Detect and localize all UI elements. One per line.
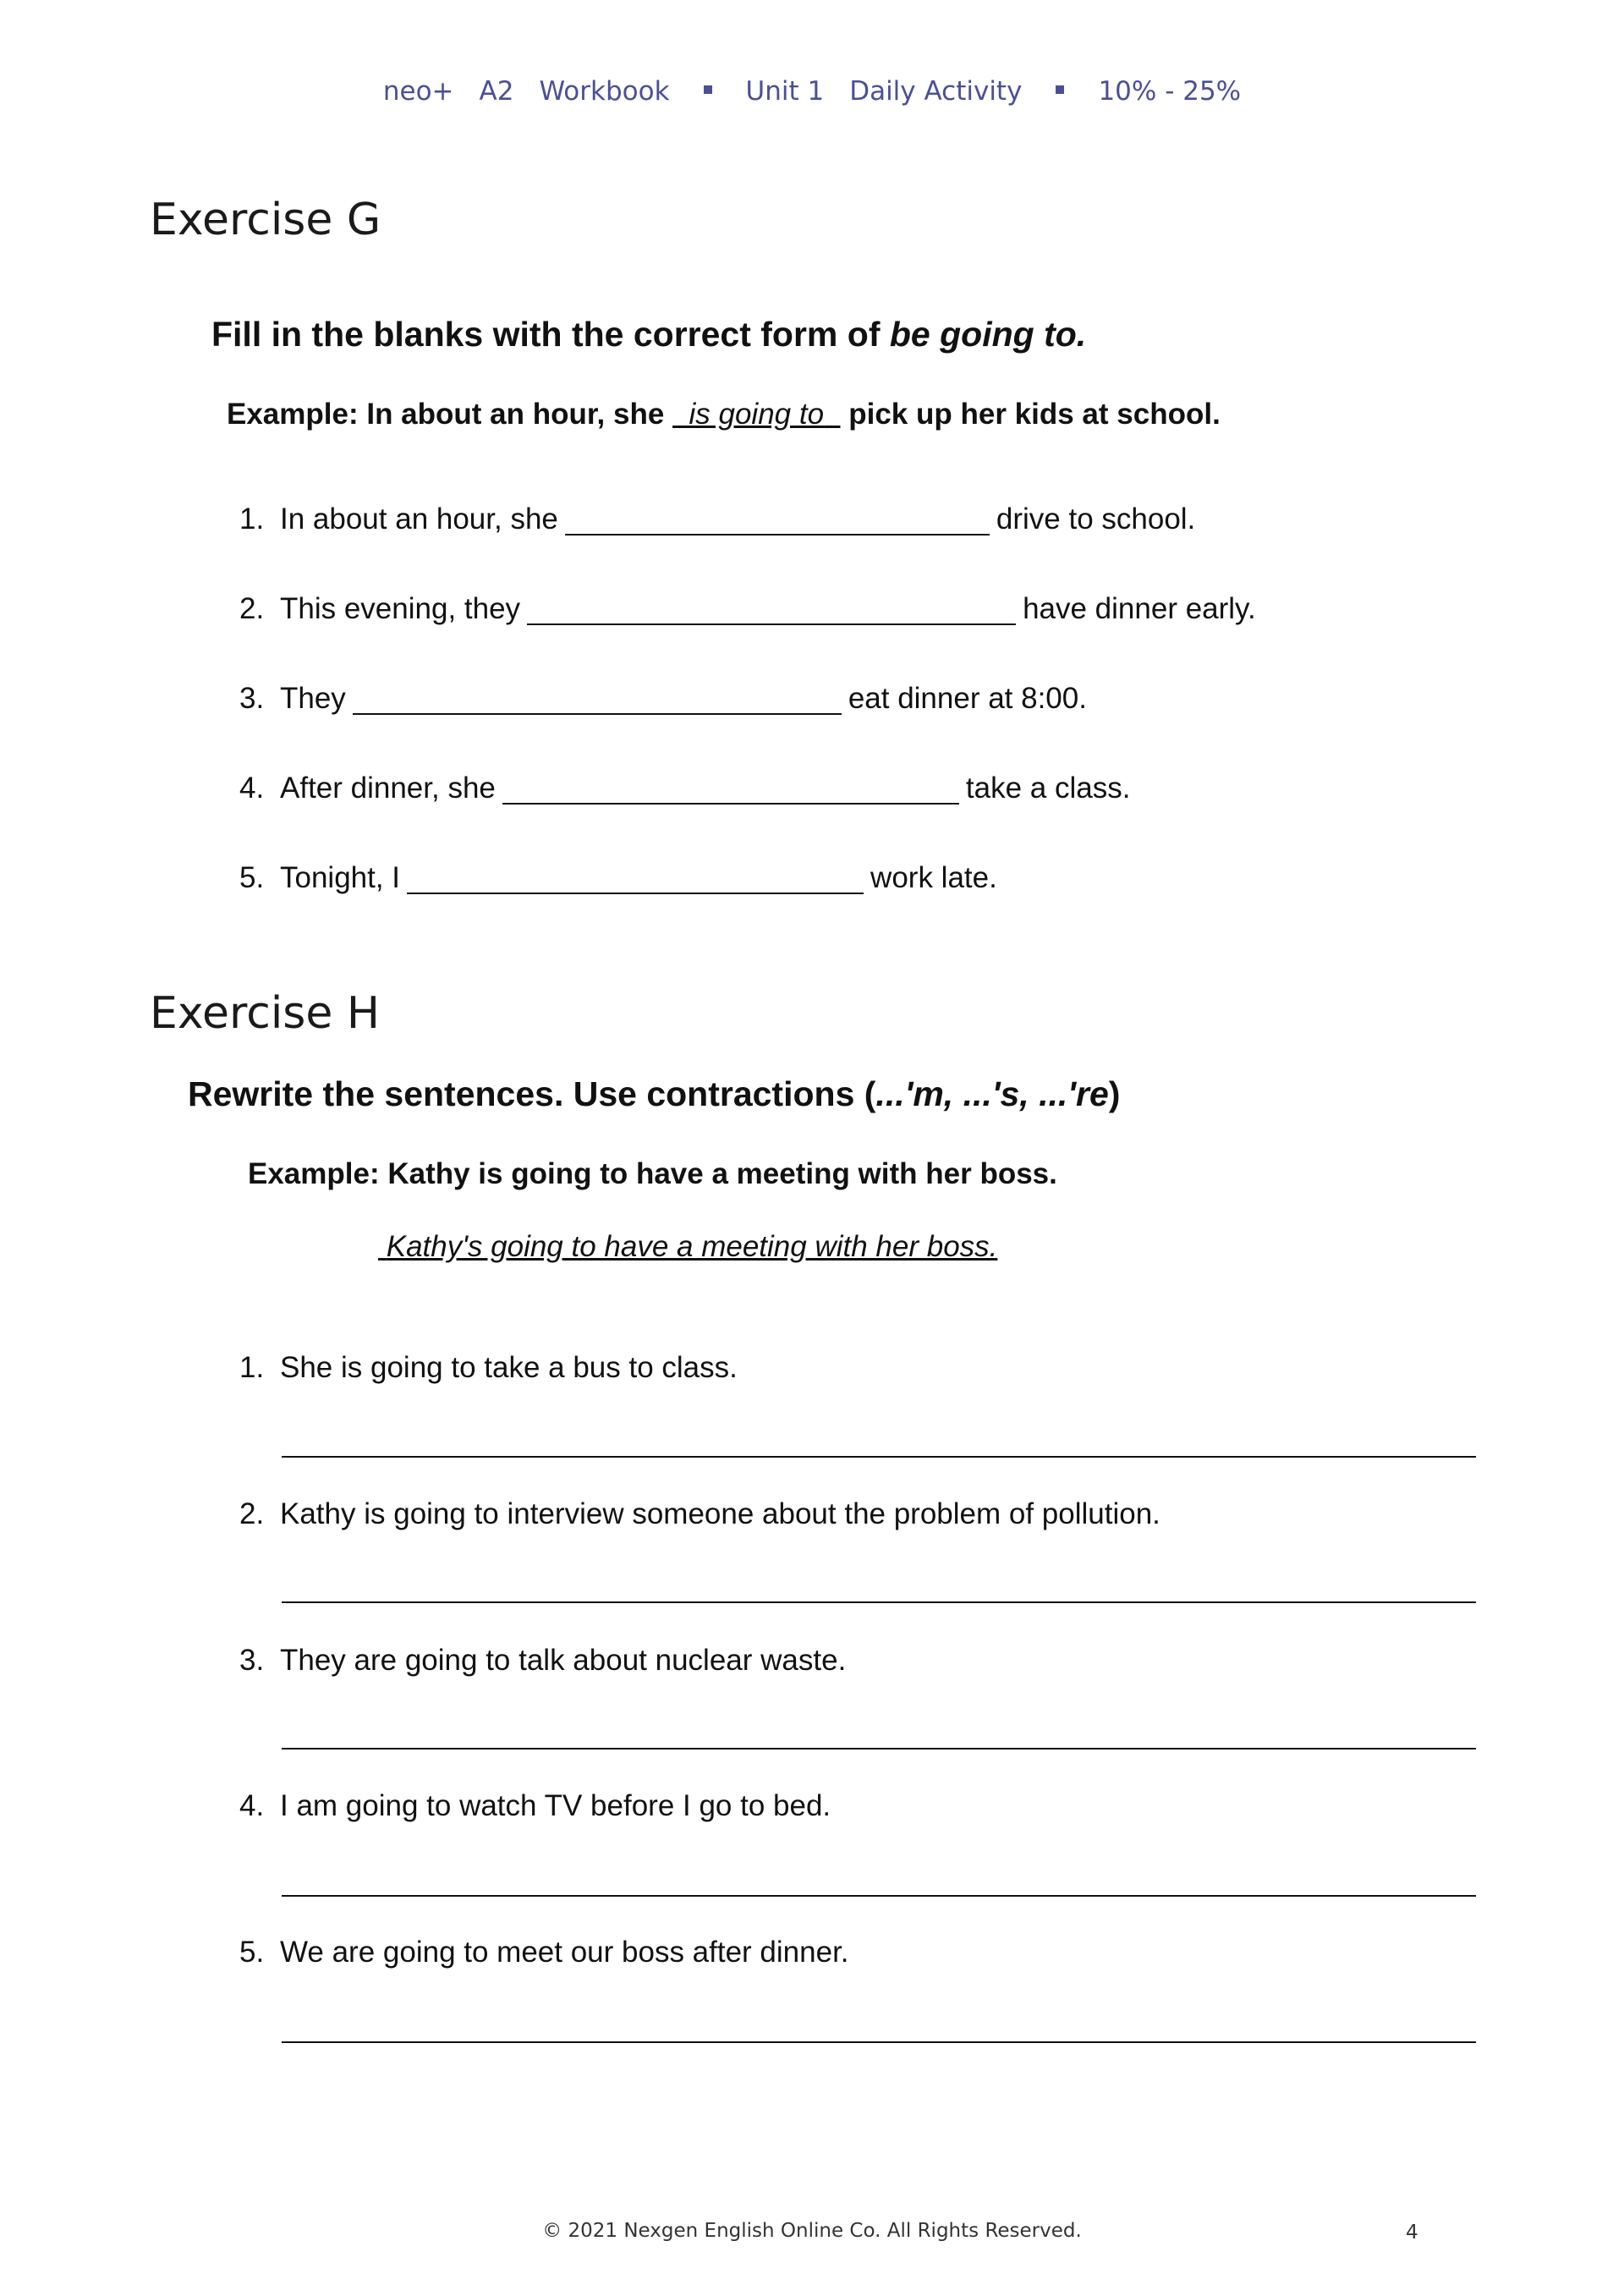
item-text-after: have dinner early. [1023, 592, 1256, 625]
item-text-after: work late. [870, 861, 997, 894]
footer-copyright: © 2021 Nexgen English Online Co. All Rights Reserved. [542, 2220, 1082, 2242]
header-brand: neo+ [382, 75, 454, 107]
square-bullet-icon [1056, 85, 1064, 94]
header-range: 10% - 25% [1098, 75, 1242, 107]
exercise-g-item [239, 682, 1087, 716]
answer-line[interactable] [282, 1601, 1476, 1603]
item-number: 3. [239, 1644, 265, 1677]
page-header [0, 74, 1624, 107]
exercise-h-item [239, 1497, 1160, 1531]
exercise-h-item [239, 1789, 831, 1823]
answer-line[interactable] [282, 1456, 1476, 1458]
item-number: 2. [239, 1497, 265, 1530]
item-number: 5. [239, 1936, 265, 1969]
exercise-g-item [239, 503, 1195, 536]
answer-blank[interactable] [407, 864, 864, 894]
header-level: A2 [479, 75, 514, 107]
exercise-g-item [239, 861, 997, 895]
example-label: Example: In about an hour, she [227, 398, 673, 431]
exercise-g-example [227, 398, 1221, 431]
item-number: 2. [239, 592, 265, 625]
header-unit: Unit 1 [745, 75, 825, 107]
instruction-text: Fill in the blanks with the correct form of [211, 315, 890, 354]
item-number: 5. [239, 861, 265, 894]
answer-blank[interactable] [353, 684, 842, 715]
header-activity: Daily Activity [849, 75, 1023, 107]
item-text-after: eat dinner at 8:00. [848, 682, 1087, 715]
exercise-h-title: Exercise H [150, 988, 381, 1039]
item-number: 3. [239, 682, 265, 715]
item-number: 4. [239, 772, 265, 805]
item-text: They are going to talk about nuclear waste. [280, 1644, 847, 1677]
instruction-close: ) [1108, 1074, 1121, 1113]
item-number: 4. [239, 1789, 265, 1822]
square-bullet-icon [704, 85, 712, 94]
answer-blank[interactable] [502, 774, 959, 805]
item-text-after: take a class. [965, 772, 1131, 805]
item-text-before: In about an hour, she [280, 503, 558, 536]
answer-line[interactable] [282, 2041, 1476, 2043]
exercise-h-example-answer [378, 1230, 997, 1264]
item-text-before: This evening, they [280, 592, 521, 625]
example-answer-text: is going to [689, 398, 825, 431]
exercise-h-item [239, 1644, 846, 1678]
exercise-h-instruction [188, 1074, 1120, 1114]
item-text: I am going to watch TV before I go to bed. [280, 1789, 831, 1822]
item-text: She is going to take a bus to class. [280, 1351, 738, 1384]
instruction-text: Rewrite the sentences. Use contractions ( [188, 1074, 876, 1113]
exercise-h-example: Example: Kathy is going to have a meeting with her boss. [248, 1157, 1057, 1190]
answer-blank[interactable] [527, 595, 1016, 625]
example-answer [672, 398, 840, 431]
instruction-italic-text: ...'m, ...'s, ...'re [875, 1074, 1109, 1113]
item-number: 1. [239, 1351, 265, 1384]
item-number: 1. [239, 503, 265, 536]
exercise-h-item [239, 1351, 738, 1385]
item-text-before: They [280, 682, 346, 715]
answer-line[interactable] [282, 1748, 1476, 1749]
answer-line[interactable] [282, 1895, 1476, 1897]
exercise-h-item [239, 1936, 849, 1969]
exercise-g-instruction [211, 315, 1086, 354]
item-text: We are going to meet our boss after dinner. [280, 1936, 849, 1969]
item-text-after: drive to school. [996, 503, 1196, 536]
item-text-before: After dinner, she [280, 772, 496, 805]
instruction-italic-text: be going to. [889, 315, 1087, 354]
answer-blank[interactable] [565, 505, 990, 536]
item-text-before: Tonight, I [280, 861, 401, 894]
exercise-g-title: Exercise G [150, 195, 381, 245]
exercise-g-item [239, 592, 1256, 626]
example-rest: pick up her kids at school. [840, 398, 1221, 431]
page-number: 4 [1406, 2222, 1418, 2244]
exercise-g-item [239, 772, 1130, 805]
example-answer-text: Kathy's going to have a meeting with her boss. [386, 1230, 998, 1263]
item-text: Kathy is going to interview someone about the problem of pollution. [280, 1497, 1160, 1530]
header-book: Workbook [539, 75, 670, 107]
